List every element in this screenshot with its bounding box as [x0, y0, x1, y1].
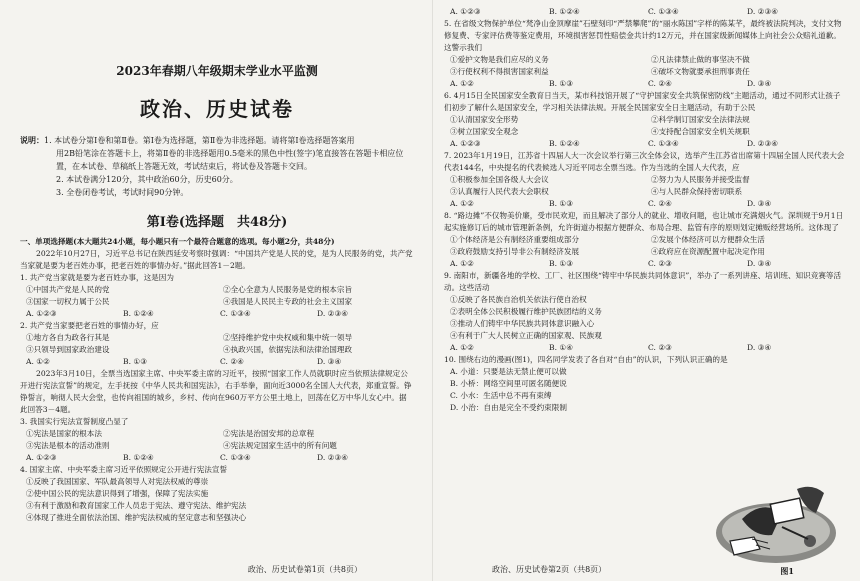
answer-b: B. ①③ — [123, 357, 148, 366]
answer-b: B. ①②④ — [123, 453, 154, 462]
question-stem: 5. 在省级文物保护单位“梵净山金顶摩崖”石壁刻印“严禁攀爬”的“丽水陈国”字样的陈某芊，最终被法院判决，支付文物修复费、专家评估费等鉴定费用，环境损害惩罚性赔偿金共计约12万元，并在国家级新闻媒体上向社会公众赔礼道歉。这警示我们 — [444, 19, 842, 52]
question-stem: 7. 2023年1月19日，江苏省十四届人大一次会议举行第三次全体会议，选举产生江苏省出席第十四届全国人民代表大会代表144名，中央提名的代表候选人习近平同志全票当选。作为当选的全国人大代表，应 — [444, 151, 845, 172]
question-stem: 3. 我国实行宪法宣誓制度凸显了 — [20, 417, 129, 426]
question-4 — [20, 464, 414, 524]
question-9 — [444, 270, 846, 354]
question-stem: 1. 共产党当家就是要为老百姓办事，这是因为 — [20, 273, 174, 282]
option-1: ①宪法是国家的根本法 — [26, 429, 102, 438]
question-stem: 6. 4月15日全民国家安全教育日当天，某市科技馆开展了“守护国家安全共筑保密防线”主题活动，通过不同形式让孩子们初步了解什么是国家安全，学习相关法律法规。开展全民国家安全日主题活动，有助于公民 — [444, 91, 841, 112]
option-4: ④与人民群众保持密切联系 — [651, 187, 743, 196]
answer-a: A. ①②③ — [26, 453, 57, 462]
answer-b: B. ①③ — [549, 259, 574, 268]
option-2: ②坚持维护党中央权威和集中统一领导 — [223, 333, 353, 342]
option-3: ③只领导到国家政治建设 — [26, 345, 110, 354]
question-stem: 9. 南阳市，新疆各地的学校、工厂、社区围绕“铸牢中华民族共同体意识”，举办了一系列讲座、培训班、知识竞赛等活动。这些活动 — [444, 271, 842, 292]
material-1: 2022年10月27日，习近平总书记在陕西延安考察时强调：“中国共产党是人民的党，是为人民服务的党，共产党当家就是要为老百姓办事，把老百姓的事情办好。”据此回答1－2题。 — [20, 249, 413, 270]
answer-c: C. ①③④ — [648, 139, 679, 148]
option-4: ④我国是人民民主专政的社会主义国家 — [223, 297, 353, 306]
option-2: ②科学制订国家安全法律法规 — [651, 115, 750, 124]
answer-b: B. ①②④ — [549, 7, 580, 16]
page-footer: 政治、历史试卷第2页（共8页） — [492, 565, 607, 574]
answer-a: A. ①② — [450, 79, 474, 88]
option-4: ④体现了推进全面依法治国、维护宪法权威的坚定意志和坚强决心 — [26, 513, 247, 522]
answer-d: D. ②③④ — [747, 7, 779, 16]
option-4: ④支持配合国家安全机关规职 — [651, 127, 750, 136]
instruction-3: 3. 全卷闭卷考试，考试时间90分钟。 — [56, 188, 189, 197]
answer-b: B. ①②④ — [549, 139, 580, 148]
right-page — [432, 0, 860, 581]
option-3: ③推动人们铸牢中华民族共同体意识融入心 — [450, 319, 595, 328]
answer-b: B. ①④ — [549, 343, 574, 352]
option-2: ②凡法律禁止做的事坚决不做 — [651, 55, 750, 64]
answer-d: D. ③④ — [747, 343, 772, 352]
answer-c: C. ②④ — [220, 357, 244, 366]
instruction-1a: 1. 本试卷分第Ⅰ卷和第Ⅱ卷。第Ⅰ卷为选择题，第Ⅱ卷为非选择题。请将第Ⅰ卷选择题答案用 — [44, 136, 355, 145]
answer-c: C. ①③④ — [220, 309, 251, 318]
section-title: 第Ⅰ卷(选择题 共48分) — [146, 215, 288, 230]
option-2: ②使中国公民的宪法意识得到了增强，保障了宪法实施 — [26, 489, 209, 498]
question-3 — [20, 416, 414, 464]
instruction-1b: 用2B铅笔涂在答题卡上，将第Ⅱ卷的非选择题用0.5毫米的黑色中性(签字)笔直接答在答题卡相应位置，在本试卷、草稿纸上答题无效，考试结束后，将试卷及答题卡交回。 — [56, 149, 404, 171]
figure-label: 图1 — [780, 566, 794, 576]
option-4: ④破坏文物就要承担刑事责任 — [651, 67, 750, 76]
option-2: ②努力为人民服务并接受监督 — [651, 175, 750, 184]
answer-b: B. ①②④ — [123, 309, 154, 318]
instructions — [20, 134, 414, 199]
option-1: ①反映了各民族自治机关依法行使自治权 — [450, 295, 587, 304]
answer-d: D. ②③④ — [747, 139, 779, 148]
question-10 — [444, 354, 729, 414]
material-2: 2023年3月10日，全票当选国家主席、中央军委主席的习近平，按照“国家工作人员就职时应当依照法律规定公开进行宪法宣誓”的规定，左手抚按《中华人民共和国宪法》，右手举拳，面向近3000名全国人大代表，郑重宣誓。铮铮誓言，响彻人民大会堂，也传向祖国的城乡，乡村、传向在960万平方公里土地上，回荡在亿万中华儿女心中。据此回答3－4题。 — [20, 369, 412, 414]
option-4: ④政府应在资源配置中起决定作用 — [651, 247, 765, 256]
instruction-2: 2. 本试卷满分120分，其中政治60分，历史60分。 — [56, 175, 238, 184]
answer-d: D. ③④ — [747, 199, 772, 208]
instructions-head: 说明： — [20, 135, 44, 145]
option-1: ①中国共产党是人民的党 — [26, 285, 110, 294]
answer-b: B. ①③ — [549, 79, 574, 88]
answer-c: C. ②④ — [648, 79, 672, 88]
option-3: ③树立国家安全观念 — [450, 127, 519, 136]
option-2: ②发展个体经济可以方便群众生活 — [651, 235, 765, 244]
option-2: ②全心全意为人民服务是党的根本宗旨 — [223, 285, 353, 294]
question-stem: 4. 国家主席、中央军委主席习近平依照规定公开进行宪法宣誓 — [20, 465, 228, 474]
question-1 — [20, 272, 414, 320]
option-3: ③认真履行人民代表大会职权 — [450, 187, 549, 196]
option-4: ④有利于广大人民树立正确的国家观、民族观 — [450, 331, 602, 340]
cartoon-figure — [712, 479, 840, 567]
question-8 — [444, 210, 846, 270]
option-1: ①爱护文物是我们应尽的义务 — [450, 55, 549, 64]
answer-b: B. 小桥：网络空间里可匿名随便说 — [450, 379, 567, 388]
question-4-answers — [444, 6, 846, 18]
option-2: ②表明全体公民积极履行维护民族团结的义务 — [450, 307, 602, 316]
cartoon-drawing — [712, 479, 840, 567]
answer-d: D. 小治：自由是完全不受约束限制 — [450, 403, 567, 412]
answer-d: D. ③④ — [747, 79, 772, 88]
answer-b: B. ①③ — [549, 199, 574, 208]
answer-a: A. 小道：只要是法无禁止便可以做 — [450, 367, 567, 376]
question-2 — [20, 320, 414, 368]
answer-c: C. ②④ — [648, 199, 672, 208]
answer-d: D. ②③④ — [317, 309, 349, 318]
option-1: ①个体经济是公有制经济重要组成部分 — [450, 235, 580, 244]
answer-a: A. ①② — [450, 199, 474, 208]
option-3: ③国家一切权力属于公民 — [26, 297, 110, 306]
question-stem: 10. 围绕右边的漫画(图1)，四名同学发表了各自对“自由”的认识，下列认识正确的是 — [444, 355, 728, 364]
option-4: ④执政兴国，依据宪法和法律治国理政 — [223, 345, 353, 354]
option-4: ④宪法规定国家生活中的所有问题 — [223, 441, 337, 450]
option-3: ③宪法是根本的活动准则 — [26, 441, 110, 450]
option-1: ①地方各自为政各行其是 — [26, 333, 110, 342]
answer-d: D. ②③④ — [317, 453, 349, 462]
option-2: ②宪法是治国安邦的总章程 — [223, 429, 315, 438]
exam-title: 2023年春期八年级期末学业水平监测 — [116, 64, 318, 78]
question-6 — [444, 90, 846, 150]
answer-a: A. ①② — [450, 259, 474, 268]
answer-c: C. ②③ — [648, 343, 672, 352]
option-3: ③有利于激励和教育国家工作人员忠于宪法、遵守宪法、维护宪法 — [26, 501, 247, 510]
option-3: ③行使权利不得损害国家利益 — [450, 67, 549, 76]
answer-c: C. ②③ — [648, 259, 672, 268]
answer-a: A. ①②③ — [26, 309, 57, 318]
question-stem: 8. “路边摊”不仅物美价廉，受市民欢迎，而且解决了部分人的就业、增收问题，也让城市充满烟火气。深圳规于9月1日起实施修订后的城市管理新条例，允许街道办根据方便群众、布局合理、监管有序的原则划定摊贩经营场所。这体现了 — [444, 211, 844, 232]
part-1-heading: 一、单项选择题(本大题共24小题，每小题只有一个最符合题意的选项。每小题2分，共48分) — [20, 237, 335, 246]
answer-c: C. ①③④ — [220, 453, 251, 462]
option-3: ③政府鼓励支持引导非公有制经济发展 — [450, 247, 580, 256]
option-1: ①反映了我国国家、军队最高领导人对宪法权威的尊崇 — [26, 477, 209, 486]
paper-title: 政治、历史试卷 — [140, 97, 294, 121]
answer-a: A. ①② — [450, 343, 474, 352]
answer-a: A. ①②③ — [450, 7, 481, 16]
page-footer: 政治、历史试卷第1页（共8页） — [247, 565, 362, 574]
answer-d: D. ③④ — [747, 259, 772, 268]
answer-a: A. ①②③ — [450, 139, 481, 148]
answer-a: A. ①② — [26, 357, 50, 366]
option-1: ①积极参加全国各级人大会议 — [450, 175, 549, 184]
answer-c: C. ①③④ — [648, 7, 679, 16]
question-stem: 2. 共产党当家要把老百姓的事情办好，应 — [20, 321, 159, 330]
question-5 — [444, 18, 846, 90]
answer-c: C. 小水：生活中总不再有束缚 — [450, 391, 552, 400]
option-1: ①认清国家安全形势 — [450, 115, 519, 124]
answer-d: D. ③④ — [317, 357, 342, 366]
question-7 — [444, 150, 846, 210]
